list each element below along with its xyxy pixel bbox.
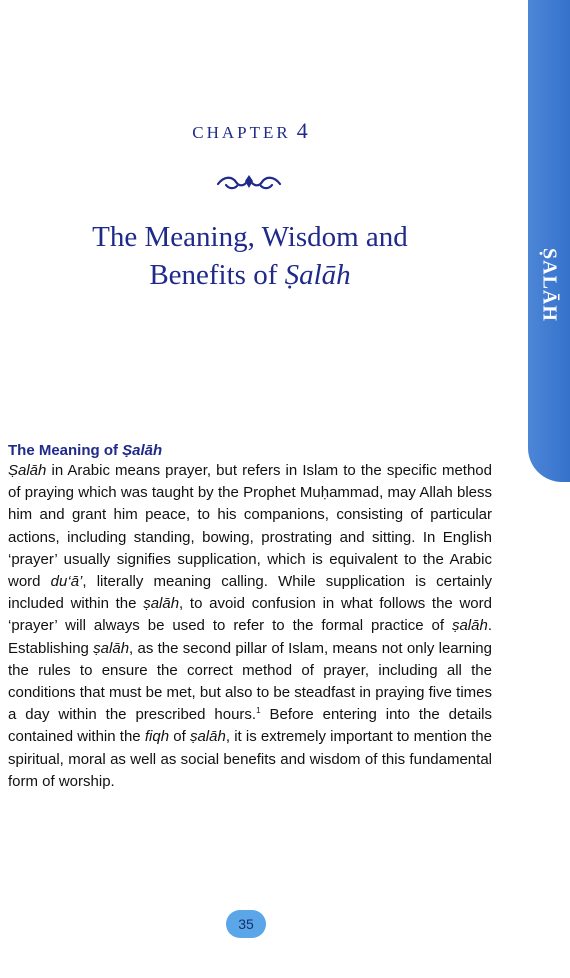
italic-term: du‘ā’ bbox=[50, 573, 83, 591]
chapter-title-line-2 bbox=[20, 256, 480, 294]
section-heading-text: The Meaning of bbox=[8, 442, 123, 459]
chapter-label bbox=[0, 118, 500, 144]
italic-term: ṣalāh bbox=[143, 595, 180, 613]
italic-term: Ṣalāh bbox=[8, 462, 47, 479]
italic-term: ṣalāh bbox=[189, 728, 226, 746]
section-heading-italic: Ṣalāh bbox=[122, 442, 163, 459]
paragraph-text: , as the second pillar of Islam, means not only learning the rules to ensure the correct method of prayer, including all the conditions that must be met, but also to be steadfast in praying five times a day within the prescribed hours. bbox=[8, 639, 492, 724]
chapter-title-line-1: The Meaning, Wisdom and bbox=[92, 221, 408, 253]
section-heading bbox=[8, 442, 162, 459]
paragraph-text: , literally meaning calling. While supplication is certainly included within the bbox=[8, 573, 492, 613]
chapter-word: CHAPTER bbox=[192, 123, 291, 142]
paragraph-text: Before entering into the details contained within the bbox=[8, 706, 493, 746]
footnote-marker: 1 bbox=[256, 706, 261, 716]
paragraph-text: . Establishing bbox=[8, 617, 492, 657]
ornament-icon bbox=[214, 172, 284, 192]
title-prefix: Benefits of bbox=[149, 259, 285, 291]
italic-term: ṣalāh bbox=[93, 639, 130, 657]
chapter-number: 4 bbox=[296, 118, 308, 143]
body-paragraph bbox=[8, 460, 492, 793]
section-side-tab bbox=[528, 0, 570, 482]
side-tab-label: ṢALĀH bbox=[538, 248, 561, 322]
paragraph-text: of bbox=[169, 728, 190, 746]
title-salah: Ṣalāh bbox=[284, 259, 351, 291]
page-number-badge bbox=[226, 910, 266, 938]
italic-term: fiqh bbox=[144, 728, 170, 746]
paragraph-text: in Arabic means prayer, but refers in Islam to the specific method of praying which was taught by the Prophet Muḥammad, may Allah bless him and grant him peace, to his companions, consisting of particular actions, including standing, bowing, prostrating and sitting. In English ‘prayer’ usually signifies supplication, which is equivalent to the Arabic word bbox=[8, 462, 492, 591]
paragraph-text: , to avoid confusion in what follows the word ‘prayer’ will always be used to refer to the formal practice of bbox=[8, 595, 492, 635]
chapter-title bbox=[20, 218, 480, 294]
italic-term: ṣalāh bbox=[451, 617, 488, 635]
paragraph-text: , it is extremely important to mention the spiritual, moral as well as social benefits and wisdom of this fundamental form of worship. bbox=[8, 728, 492, 790]
page-number: 35 bbox=[238, 916, 254, 932]
